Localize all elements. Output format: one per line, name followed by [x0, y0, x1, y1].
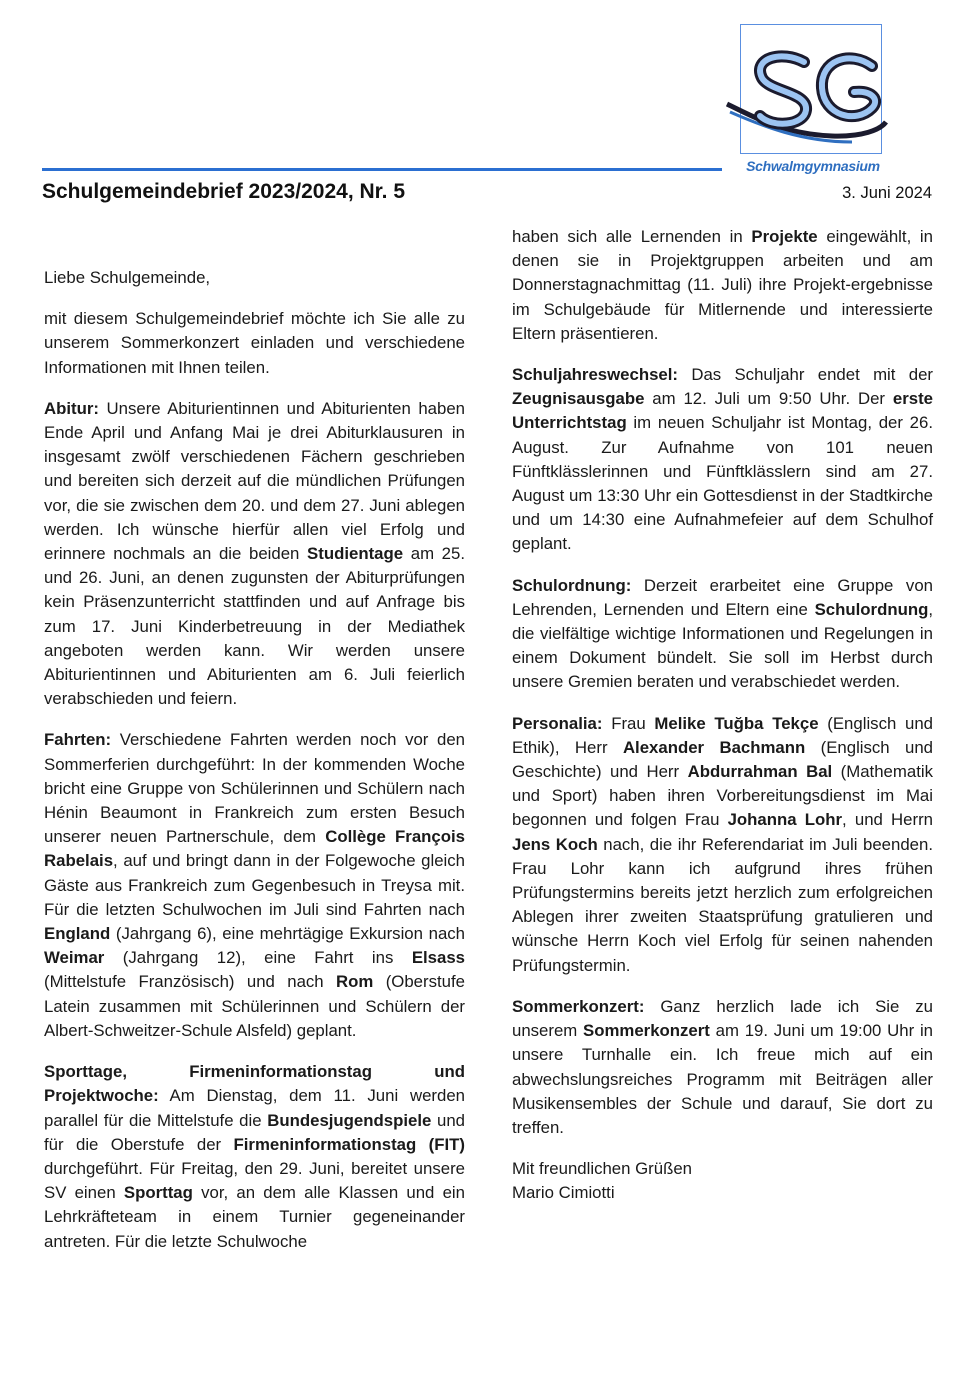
emphasis: Firmeninformationstag (FIT) [233, 1134, 465, 1154]
emphasis: Melike Tuğba Tekçe [654, 713, 819, 733]
emphasis: Johanna Lohr [727, 810, 843, 830]
letter-title: Schulgemeindebrief 2023/2024, Nr. 5 [42, 180, 406, 203]
text-run: , auf und bringt dann in der Folgewoche gleich Gäste aus Frankreich zum Gegenbesuch in Treysa mit. Für die letzten Schulwochen im Juli sind Fahrten nach [44, 851, 465, 919]
section-sommerkonzert [512, 995, 933, 1140]
text-run: und für die Oberstufe der [44, 1110, 465, 1154]
right-column [512, 225, 933, 1223]
emphasis: Alexander Bachmann [622, 737, 806, 757]
section-sporttage [44, 1060, 465, 1254]
logo-caption: Schwalmgymnasium [746, 158, 880, 174]
text-run: durchgeführt. Für Freitag, den 29. Juni, bereitet unsere SV einen [44, 1158, 465, 1203]
text-run: (Mittelstufe Französisch) und nach [44, 972, 337, 992]
section-heading: Sommerkonzert: [512, 996, 645, 1016]
sg-logo-icon [722, 44, 888, 154]
letter-date: 3. Juni 2024 [842, 184, 932, 202]
section-heading: Schulordnung: [512, 575, 632, 595]
greeting: Liebe Schulgemeinde, [44, 268, 211, 287]
emphasis: Sporttag [123, 1183, 193, 1203]
text-run: (Mathematik und Sport) haben ihren Vorbereitungsdienst im Mai begonnen und folgen Frau [512, 762, 933, 830]
section-heading: Sporttage, Firmeninformationstag und Projektwoche: [44, 1062, 465, 1106]
intro-paragraph: mit diesem Schulgemeindebrief möchte ich Sie alle zu unserem Sommerkonzert einladen und verschiedene Informationen mit Ihnen teilen. [44, 309, 465, 377]
text-run: (Englisch und Ethik), Herr [512, 713, 933, 757]
emphasis: Studientage [307, 544, 404, 564]
text-run: Verschiedene Fahrten werden noch vor den Sommerferien durchgeführt: In der kommenden Woche bricht eine Gruppe von Schülerinnen und Schülern nach Hénin Beaumont in Frankreich zum ersten Besuch unserer neuen Partnerschule, dem [44, 730, 465, 847]
text-run: (Englisch und Geschichte) und Herr [512, 737, 934, 782]
text-run: am 12. Juli um 9:50 Uhr. Der [644, 389, 893, 409]
text-run: im neuen Schuljahr ist Montag, der 26. August. Zur Aufnahme von 101 neuen Fünftklässlerinnen und Fünftklässlern sind am 27. August um 13:30 Uhr ein Gottesdienst in der Stadtkirche und um 14:30 eine Aufnahmefeier auf dem Schulhof geplant. [512, 413, 933, 554]
text-run: am 19. Juni um 19:00 Uhr in unsere Turnhalle ein. Ich freue mich auf ein abwechslungsreiches Programm mit Beiträgen aller Musikensembles der Schule und darauf, Sie dort zu treffen. [512, 1021, 933, 1137]
emphasis: Bundesjugendspiele [267, 1110, 432, 1130]
text-run: Ganz herzlich lade ich Sie zu unserem [512, 996, 933, 1041]
text-run: Am Dienstag, dem 11. Juni werden parallel für die Mittelstufe die [44, 1086, 465, 1130]
emphasis: Rom [336, 972, 374, 992]
text-run: (Jahrgang 6), eine mehrtägige Exkursion nach [110, 924, 465, 944]
text-run: , die vielfältige wichtige Informationen und Regelungen in einem Dokument bündelt. Sie soll im Herbst durch unsere Gremien beraten und verabschiedet werden. [512, 599, 933, 692]
emphasis: Elsass [411, 948, 465, 968]
section-abitur [44, 397, 465, 712]
section-personalia [512, 712, 933, 978]
text-run: , und Herrn [842, 810, 933, 830]
school-logo [722, 24, 888, 184]
closing: Mit freundlichen Grüßen [512, 1159, 693, 1179]
section-schulordnung [512, 574, 933, 695]
text-run: am 25. und 26. Juni, an denen zugunsten der Abiturprüfungen kein Präsenzunterricht stattfinden und auf Anfrage bis zum 17. Juni Kinderbetreuung in der Mediathek angeboten werden kann. Wir werden unsere Abiturientinnen und Abiturienten am 6. Juli feierlich verabschieden und feiern. [44, 544, 466, 709]
text-run: Das Schuljahr endet mit der [678, 365, 933, 385]
emphasis: Projekte [751, 227, 818, 246]
text-run: vor, an dem alle Klassen und ein Lehrkräfteteam in einem Turnier gegeneinander antreten. Für die letzte Schulwoche [44, 1183, 465, 1251]
emphasis: Zeugnisausgabe [512, 389, 645, 409]
emphasis: England [44, 924, 111, 944]
emphasis: Schulordnung [814, 599, 929, 619]
section-heading: Schuljahreswechsel: [512, 365, 679, 385]
text-run: nach, die ihr Referendariat im Juli beenden. Frau Lohr kann ich aufgrund ihres frühen Prüfungstermins bereits jetzt herzlich zum erfolgreichen Ablegen ihrer zweiten Staatsprüfung gratulieren und wünsche Herrn Koch viel Erfolg für seinen nahenden Prüfungstermin. [512, 834, 933, 975]
emphasis: erste Unterrichtstag [512, 389, 933, 433]
text-run: Unsere Abiturientinnen und Abiturienten haben Ende April und Anfang Mai je drei Abiturklausuren in insgesamt zwölf verschiedenen Fächern geschrieben und bereiten sich derzeit auf die mündlichen Prüfungen vor, die sie zwischen dem 20. und dem 27. Juni ablegen werden. Ich wünsche hierfür allen viel Erfolg und erinnere nochmals an die beiden [44, 398, 465, 564]
header-rule [42, 168, 722, 171]
section-schuljahr [512, 363, 933, 557]
emphasis: Jens Koch [512, 834, 598, 854]
section-fahrten [44, 728, 465, 1043]
text-run: (Oberstufe Latein zusammen mit Schülerinnen und Schülern der Albert-Schweitzer-Schule Alsfeld) geplant. [44, 972, 465, 1040]
emphasis: Abdurrahman Bal [687, 762, 833, 782]
text-run: Frau [602, 713, 655, 733]
emphasis: Sommerkonzert [583, 1021, 710, 1041]
text-run: Derzeit erarbeitet eine Gruppe von Lehrenden, Lernenden und Eltern eine [512, 575, 933, 619]
section-heading: Personalia: [512, 713, 603, 733]
text-run: haben sich alle Lernenden in [512, 227, 752, 246]
section-heading: Fahrten: [44, 730, 112, 750]
signature: Mario Cimiotti [512, 1183, 615, 1203]
section-heading: Abitur: [44, 398, 99, 418]
emphasis: Weimar [44, 948, 105, 968]
left-column [44, 266, 465, 1254]
section-sporttage-continued [512, 225, 933, 346]
emphasis: Collège François Rabelais [44, 827, 465, 871]
text-run: (Jahrgang 12), eine Fahrt ins [104, 948, 412, 968]
text-run: eingewählt, in denen sie in Projektgruppen arbeiten und am Donnerstagnachmittag (11. Juli) ihre Projekt-ergebnisse im Schulgebäude für Mitlernende und interessierte Eltern präsentieren. [512, 227, 933, 343]
